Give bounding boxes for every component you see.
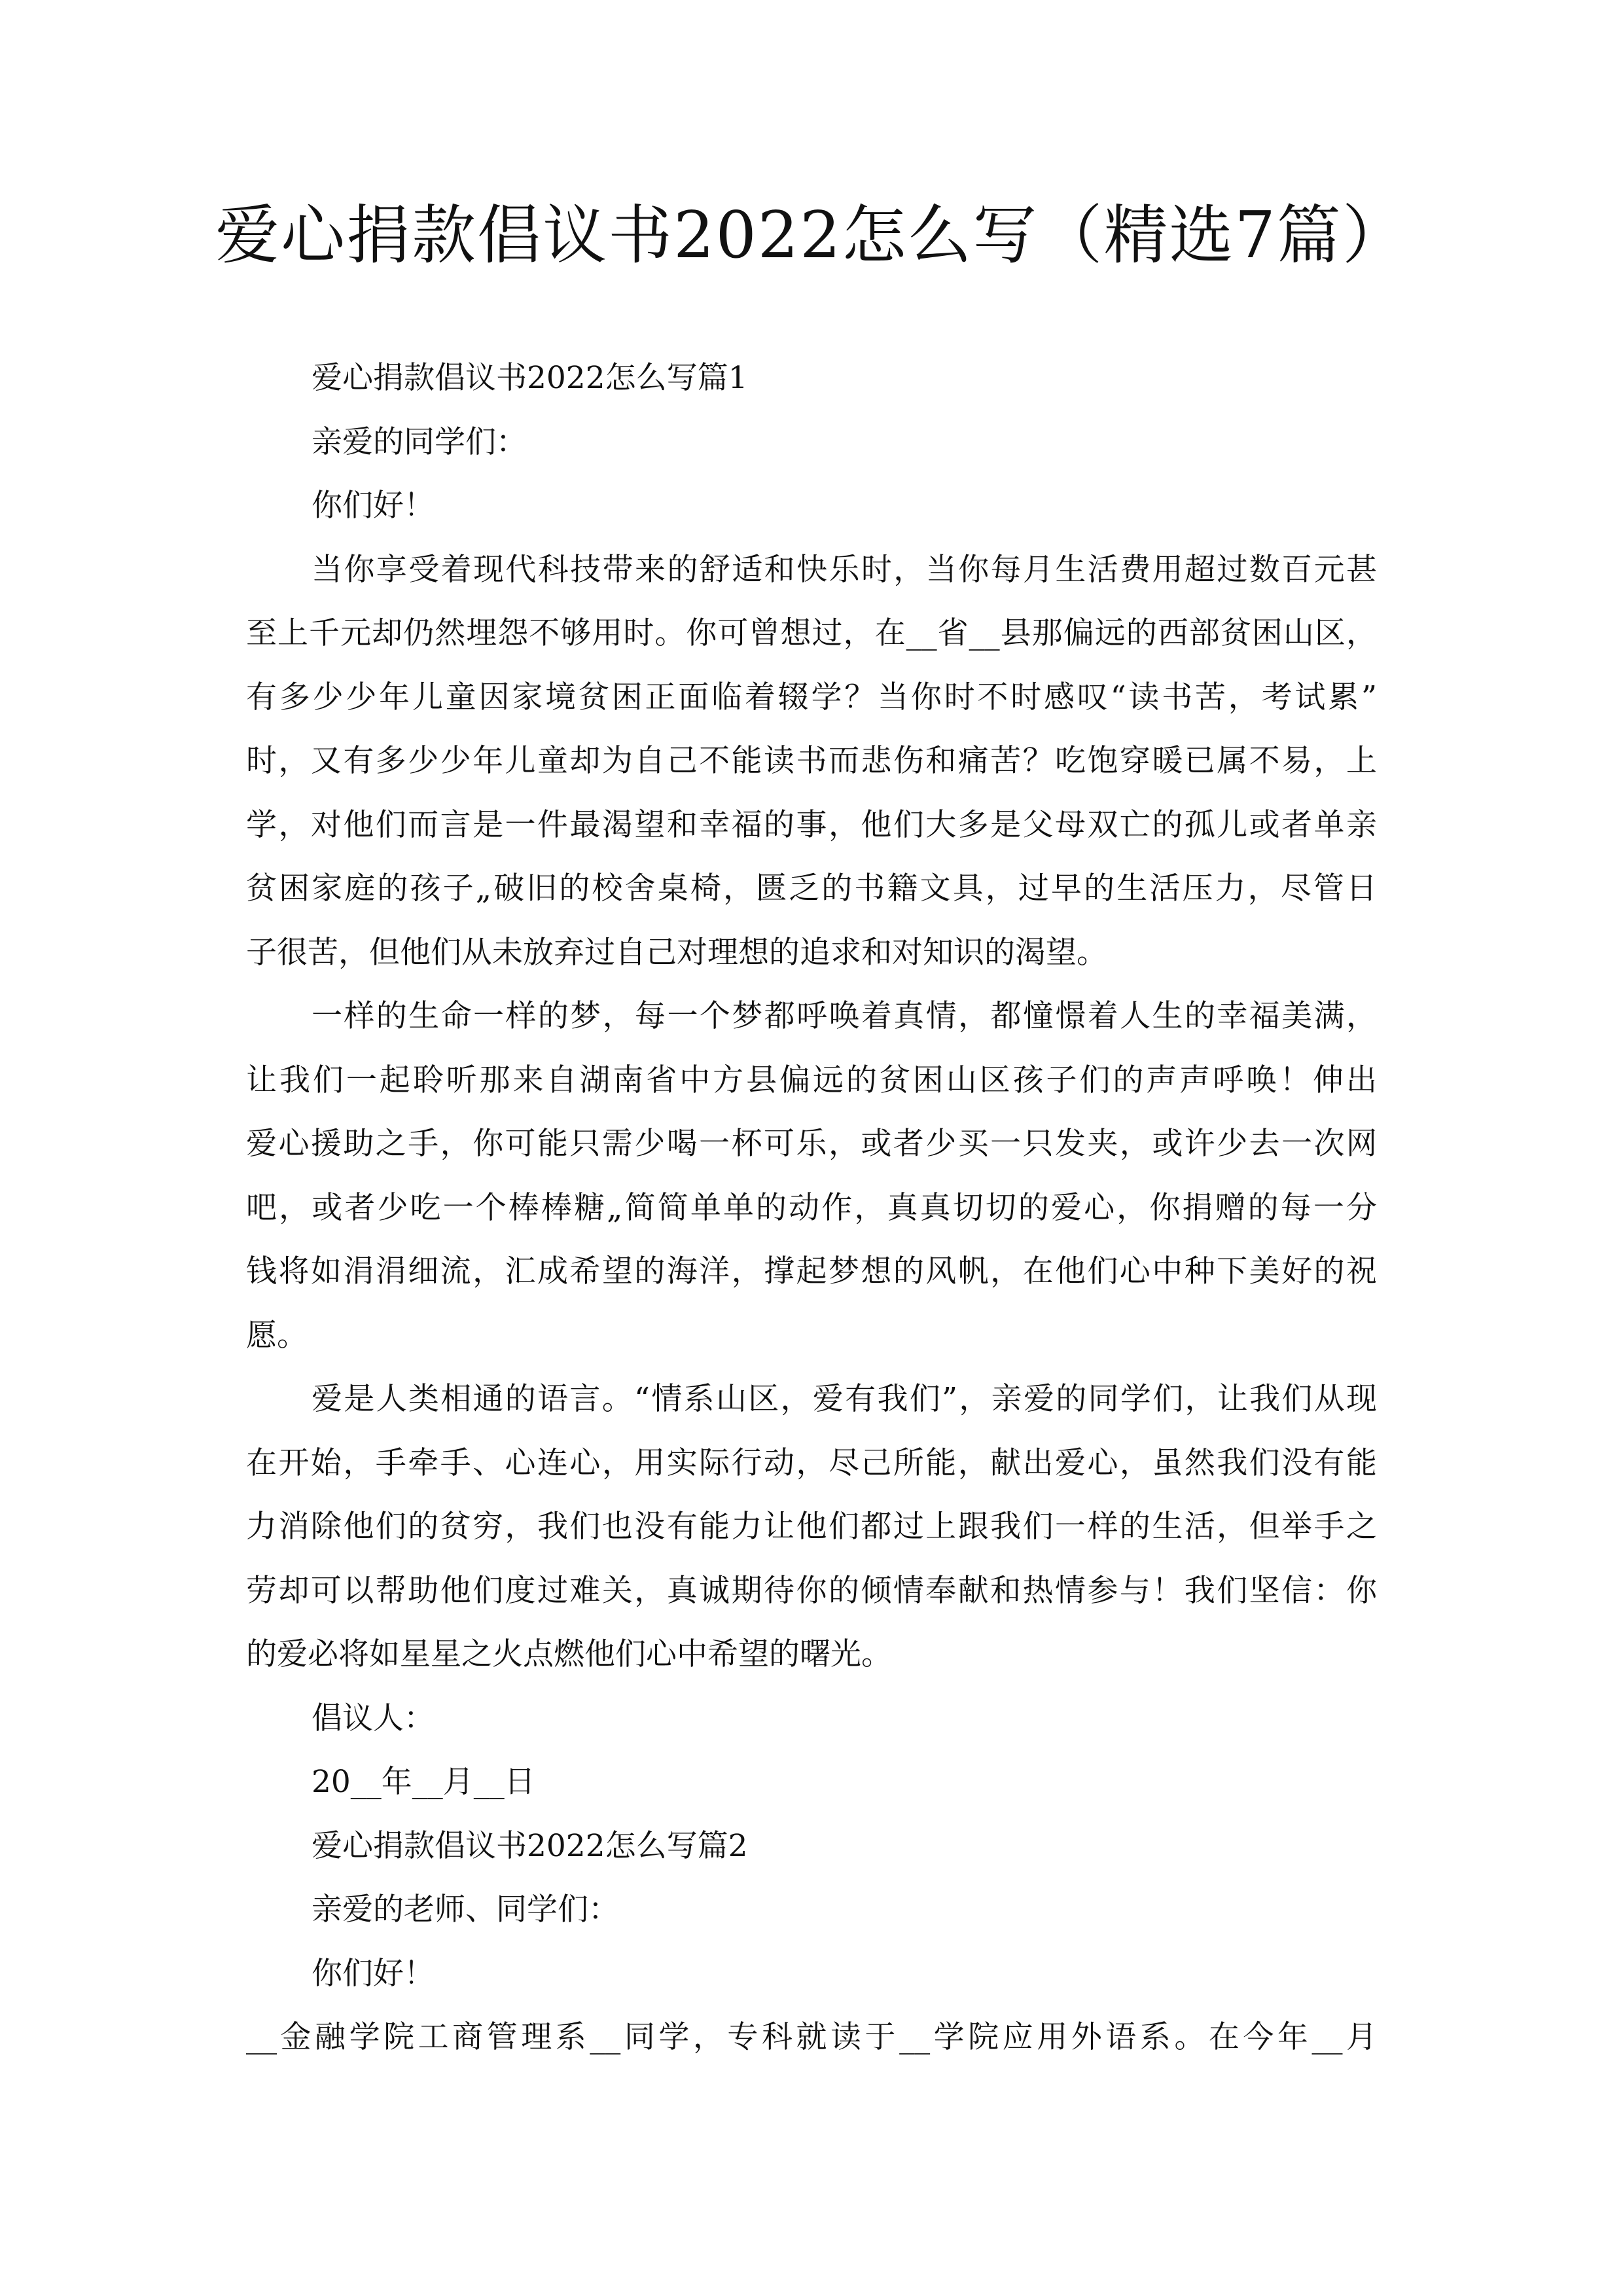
proposer-label: 倡议人： <box>312 1700 435 1736</box>
paragraph-line: 的爱必将如星星之火点燃他们心中希望的曙光。 <box>246 1636 892 1672</box>
date-line: 20__年__月__日 <box>312 1764 535 1800</box>
document-title: 爱心捐款倡议书2022怎么写（精选7篇） <box>215 198 1408 273</box>
paragraph-line: 爱心援助之手，你可能只需少喝一杯可乐，或者少买一只发夹，或许少去一次网 <box>246 1126 1377 1162</box>
section-heading: 爱心捐款倡议书2022怎么写篇1 <box>312 360 748 396</box>
paragraph-line: 至上千元却仍然埋怨不够用时。你可曾想过，在__省__县那偏远的西部贫困山区， <box>246 615 1377 651</box>
paragraph-line: 一样的生命一样的梦，每一个梦都呼唤着真情，都憧憬着人生的幸福美满， <box>312 998 1377 1034</box>
section-heading-2: 爱心捐款倡议书2022怎么写篇2 <box>312 1827 748 1864</box>
paragraph-line: 吧，或者少吃一个棒棒糖„简简单单的动作，真真切切的爱心，你捐赠的每一分 <box>246 1189 1377 1226</box>
paragraph-line: 时，又有多少少年儿童却为自己不能读书而悲伤和痛苦？吃饱穿暖已属不易，上 <box>246 743 1377 779</box>
paragraph-line: 在开始，手牵手、心连心，用实际行动，尽己所能，献出爱心，虽然我们没有能 <box>246 1444 1377 1481</box>
paragraph-line: __金融学院工商管理系__同学，专科就读于__学院应用外语系。在今年__月 <box>246 2019 1377 2055</box>
paragraph-line: 贫困家庭的孩子„破旧的校舍桌椅，匮乏的书籍文具，过早的生活压力，尽管日 <box>246 870 1377 906</box>
greeting: 你们好！ <box>312 488 435 524</box>
paragraph-line: 让我们一起聆听那来自湖南省中方县偏远的贫困山区孩子们的声声呼唤！伸出 <box>246 1062 1377 1098</box>
salutation: 亲爱的同学们： <box>312 423 527 460</box>
paragraphs <box>246 538 1377 1687</box>
paragraph-line: 有多少少年儿童因家境贫困正面临着辍学？当你时不时感叹“读书苦，考试累” <box>246 679 1377 715</box>
paragraph-line: 子很苦，但他们从未放弃过自己对理想的追求和对知识的渴望。 <box>246 934 1107 971</box>
paragraph-line: 当你享受着现代科技带来的舒适和快乐时，当你每月生活费用超过数百元甚 <box>312 551 1377 588</box>
greeting-2: 你们好！ <box>312 1955 435 1992</box>
paragraph-line: 愿。 <box>246 1317 308 1354</box>
document-body <box>246 346 1377 2070</box>
paragraph-line: 钱将如涓涓细流，汇成希望的海洋，撑起梦想的风帆，在他们心中种下美好的祝 <box>246 1253 1377 1289</box>
paragraph-line: 劳却可以帮助他们度过难关，真诚期待你的倾情奉献和热情参与！我们坚信：你 <box>246 1572 1377 1609</box>
paragraph-line: 力消除他们的贫穷，我们也没有能力让他们都过上跟我们一样的生活，但举手之 <box>246 1509 1377 1545</box>
salutation-2: 亲爱的老师、同学们： <box>312 1892 619 1928</box>
paragraph-line: 学，对他们而言是一件最渴望和幸福的事，他们大多是父母双亡的孤儿或者单亲 <box>246 806 1377 843</box>
paragraph-line: 爱是人类相通的语言。“情系山区，爱有我们”，亲爱的同学们，让我们从现 <box>312 1381 1377 1417</box>
